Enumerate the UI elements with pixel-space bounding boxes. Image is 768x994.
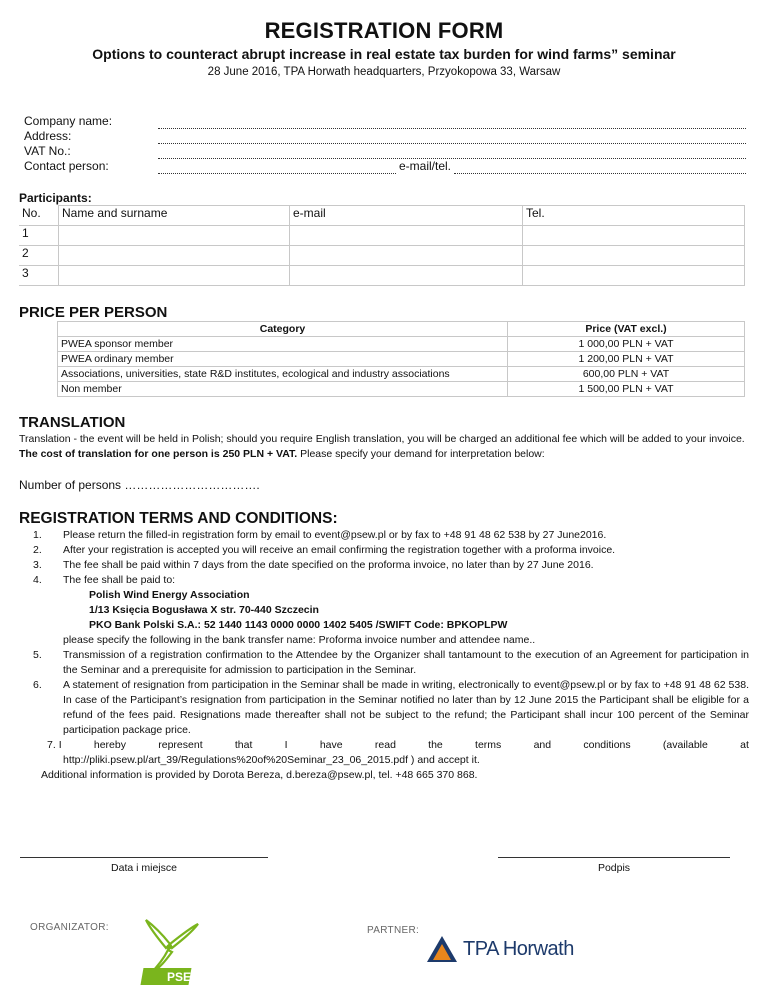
company-name-field[interactable] <box>158 117 746 129</box>
list-item: 3. The fee shall be paid within 7 days from the date specified on the proforma invoice, no later than by 27 June 2016. <box>19 558 749 573</box>
table-row <box>58 352 745 367</box>
signature-line[interactable] <box>498 857 730 858</box>
translation-text-part1: Translation - the event will be held in Polish; should you require English translation, you will be charged an additional fee which will be added to your invoice. <box>19 433 745 445</box>
table-row <box>58 367 745 382</box>
tpa-horwath-logo <box>425 934 574 964</box>
company-fields <box>24 114 746 174</box>
bank-address: 1/13 Księcia Bogusława X str. 70-440 Szczecin <box>89 604 319 616</box>
vat-row <box>24 144 746 159</box>
term-4: The fee shall be paid to: <box>63 574 176 586</box>
category-header: Category <box>58 322 508 337</box>
term-7: 7. I hereby represent that I have read the terms and conditions (available at <box>47 739 749 751</box>
price-cell: 600,00 PLN + VAT <box>508 367 745 382</box>
t7-word: conditions <box>583 739 631 751</box>
t7-word: hereby <box>93 739 126 751</box>
t7-word: that <box>234 739 253 751</box>
tel-cell[interactable] <box>523 226 745 246</box>
contact-person-field[interactable] <box>158 162 396 174</box>
email-cell[interactable] <box>290 266 523 286</box>
price-cell: 1 000,00 PLN + VAT <box>508 337 745 352</box>
psew-logo <box>140 914 204 993</box>
table-row <box>58 382 745 397</box>
table-row <box>58 337 745 352</box>
seminar-subtitle: Options to counteract abrupt increase in real estate tax burden for wind farms” seminar <box>92 46 676 62</box>
vat-label: VAT No.: <box>24 144 71 158</box>
category-cell: PWEA sponsor member <box>58 337 508 352</box>
table-row <box>19 246 745 266</box>
email-tel-field[interactable] <box>454 162 746 174</box>
list-item: 2. After your registration is accepted you will receive an email confirming the registration together with a proforma invoice. <box>19 543 749 558</box>
participants-table <box>19 205 745 286</box>
t7-word: have <box>319 739 343 751</box>
tel-cell[interactable] <box>523 246 745 266</box>
organizer-label: ORGANIZATOR: <box>30 922 109 933</box>
term-5: Transmission of a registration confirmation to the Attendee by the Organizer shall tantamount to the execution of an Agreement for participation in the Seminar and a prerequisite for admission to participation in the Seminar. <box>63 649 749 676</box>
translation-text-part2: Please specify your demand for interpretation below: <box>297 448 545 460</box>
list-item: 4. The fee shall be paid to: <box>19 573 749 588</box>
tpa-triangle-icon <box>425 934 459 964</box>
contact-row <box>24 159 746 174</box>
transfer-note: please specify the following in the bank transfer name: Proforma invoice number and attendee name.. <box>63 634 536 646</box>
t7-word: terms <box>475 739 502 751</box>
term-3: The fee shall be paid within 7 days from the date specified on the proforma invoice, no later than by 27 June 2016. <box>63 559 594 571</box>
participants-header-row <box>19 206 745 226</box>
price-header: Price (VAT excl.) <box>508 322 745 337</box>
term-1: Please return the filled-in registration form by email to event@psew.pl or by fax to +48 91 48 62 538 by 27 June2016. <box>63 529 607 541</box>
name-cell[interactable] <box>59 226 290 246</box>
address-label: Address: <box>24 129 72 143</box>
translation-heading: TRANSLATION <box>19 414 126 431</box>
row-number: 2 <box>19 246 59 266</box>
contact-label: Contact person: <box>24 159 109 173</box>
t7-word: read <box>374 739 396 751</box>
t7-word: (available <box>662 739 708 751</box>
address-row <box>24 129 746 144</box>
table-row <box>19 266 745 286</box>
category-cell: Associations, universities, state R&D institutes, ecological and industry associations <box>58 367 508 382</box>
t7-word: at <box>740 739 749 751</box>
date-place-line[interactable] <box>20 857 268 858</box>
term-6: A statement of resignation from participation in the Seminar shall be made in writing, electronically to event@psew.pl or by fax to +48 91 48 62 538. In case of the Participant’s resignation from participation in the Seminar notified no later than by 12 June 2015 the Participant shall be eligible for a refund of the fees paid. Resignations made thereafter shall not be subject to the refund; the Participant shall incur 100 percent of the Seminar participation package price. <box>63 679 749 736</box>
row-number: 1 <box>19 226 59 246</box>
list-item: 6. A statement of resignation from participation in the Seminar shall be made in writing, electronically to event@psew.pl or by fax to +48 91 48 62 538. In case of the Participant’s resignation from participation in the Seminar notified no later than by 12 June 2015 the Participant shall be eligible for a refund of the fees paid. Resignations made thereafter shall not be subject to the refund; the Participant shall incur 100 percent of the Seminar participation package price. <box>33 679 749 736</box>
t7-word: and <box>533 739 552 751</box>
email-cell[interactable] <box>290 226 523 246</box>
col-tel: Tel. <box>523 206 745 226</box>
category-cell: PWEA ordinary member <box>58 352 508 367</box>
price-heading: PRICE PER PERSON <box>19 304 168 321</box>
col-no: No. <box>19 206 59 226</box>
terms-heading: REGISTRATION TERMS AND CONDITIONS: <box>19 510 338 527</box>
company-name-label: Company name: <box>24 114 113 128</box>
translation-text <box>19 432 749 462</box>
translation-cost: The cost of translation for one person is 250 PLN + VAT. <box>19 448 298 460</box>
form-title: REGISTRATION FORM <box>264 18 504 43</box>
row-number: 3 <box>19 266 59 286</box>
price-cell: 1 200,00 PLN + VAT <box>508 352 745 367</box>
vat-field[interactable] <box>158 147 746 159</box>
bank-account: PKO Bank Polski S.A.: 52 1440 1143 0000 0000 1402 5405 /SWIFT Code: BPKOPLPW <box>89 619 508 631</box>
list-item: 1. Please return the filled-in registration form by email to event@psew.pl or by fax to +48 91 48 62 538 by 27 June2016. <box>19 528 749 543</box>
email-cell[interactable] <box>290 246 523 266</box>
number-of-persons-field[interactable]: Number of persons ……………………………. <box>19 478 260 492</box>
term-2: After your registration is accepted you will receive an email confirming the registration together with a proforma invoice. <box>63 544 616 556</box>
date-place-label: Data i miejsce <box>111 862 177 874</box>
category-cell: Non member <box>58 382 508 397</box>
participants-title: Participants: <box>19 191 92 205</box>
date-location: 28 June 2016, TPA Horwath headquarters, Przyokopowa 33, Warsaw <box>207 66 561 78</box>
bank-name: Polish Wind Energy Association <box>89 589 250 601</box>
col-email: e-mail <box>290 206 523 226</box>
t7-word: I <box>284 739 288 751</box>
regulations-link[interactable]: http://pliki.psew.pl/art_39/Regulations%20of%20Seminar_23_06_2015.pdf ) and accept it. <box>63 754 480 766</box>
name-cell[interactable] <box>59 246 290 266</box>
tpa-logo-text: TPA Horwath <box>463 937 574 960</box>
name-cell[interactable] <box>59 266 290 286</box>
psew-logo-text: PSEW <box>167 970 203 984</box>
price-header-row <box>58 322 745 337</box>
terms-list <box>19 528 749 783</box>
table-row <box>19 226 745 246</box>
t7-word: the <box>428 739 443 751</box>
t7-word: represent <box>158 739 203 751</box>
email-tel-label: e-mail/tel. <box>399 159 452 173</box>
signature-label: Podpis <box>597 862 631 874</box>
price-table <box>57 321 745 397</box>
additional-info: Additional information is provided by Dorota Bereza, d.bereza@psew.pl, tel. +48 665 370 868. <box>41 769 478 781</box>
address-field[interactable] <box>158 132 746 144</box>
t7-word: I <box>58 739 62 751</box>
company-name-row <box>24 114 746 129</box>
list-item: 5. Transmission of a registration confirmation to the Attendee by the Organizer shall tantamount to the execution of an Agreement for participation in the Seminar and a prerequisite for admission to participation in the Seminar. <box>33 649 749 676</box>
col-name: Name and surname <box>59 206 290 226</box>
psew-turbine-icon <box>140 914 204 988</box>
price-cell: 1 500,00 PLN + VAT <box>508 382 745 397</box>
tel-cell[interactable] <box>523 266 745 286</box>
partner-label: PARTNER: <box>367 925 420 936</box>
